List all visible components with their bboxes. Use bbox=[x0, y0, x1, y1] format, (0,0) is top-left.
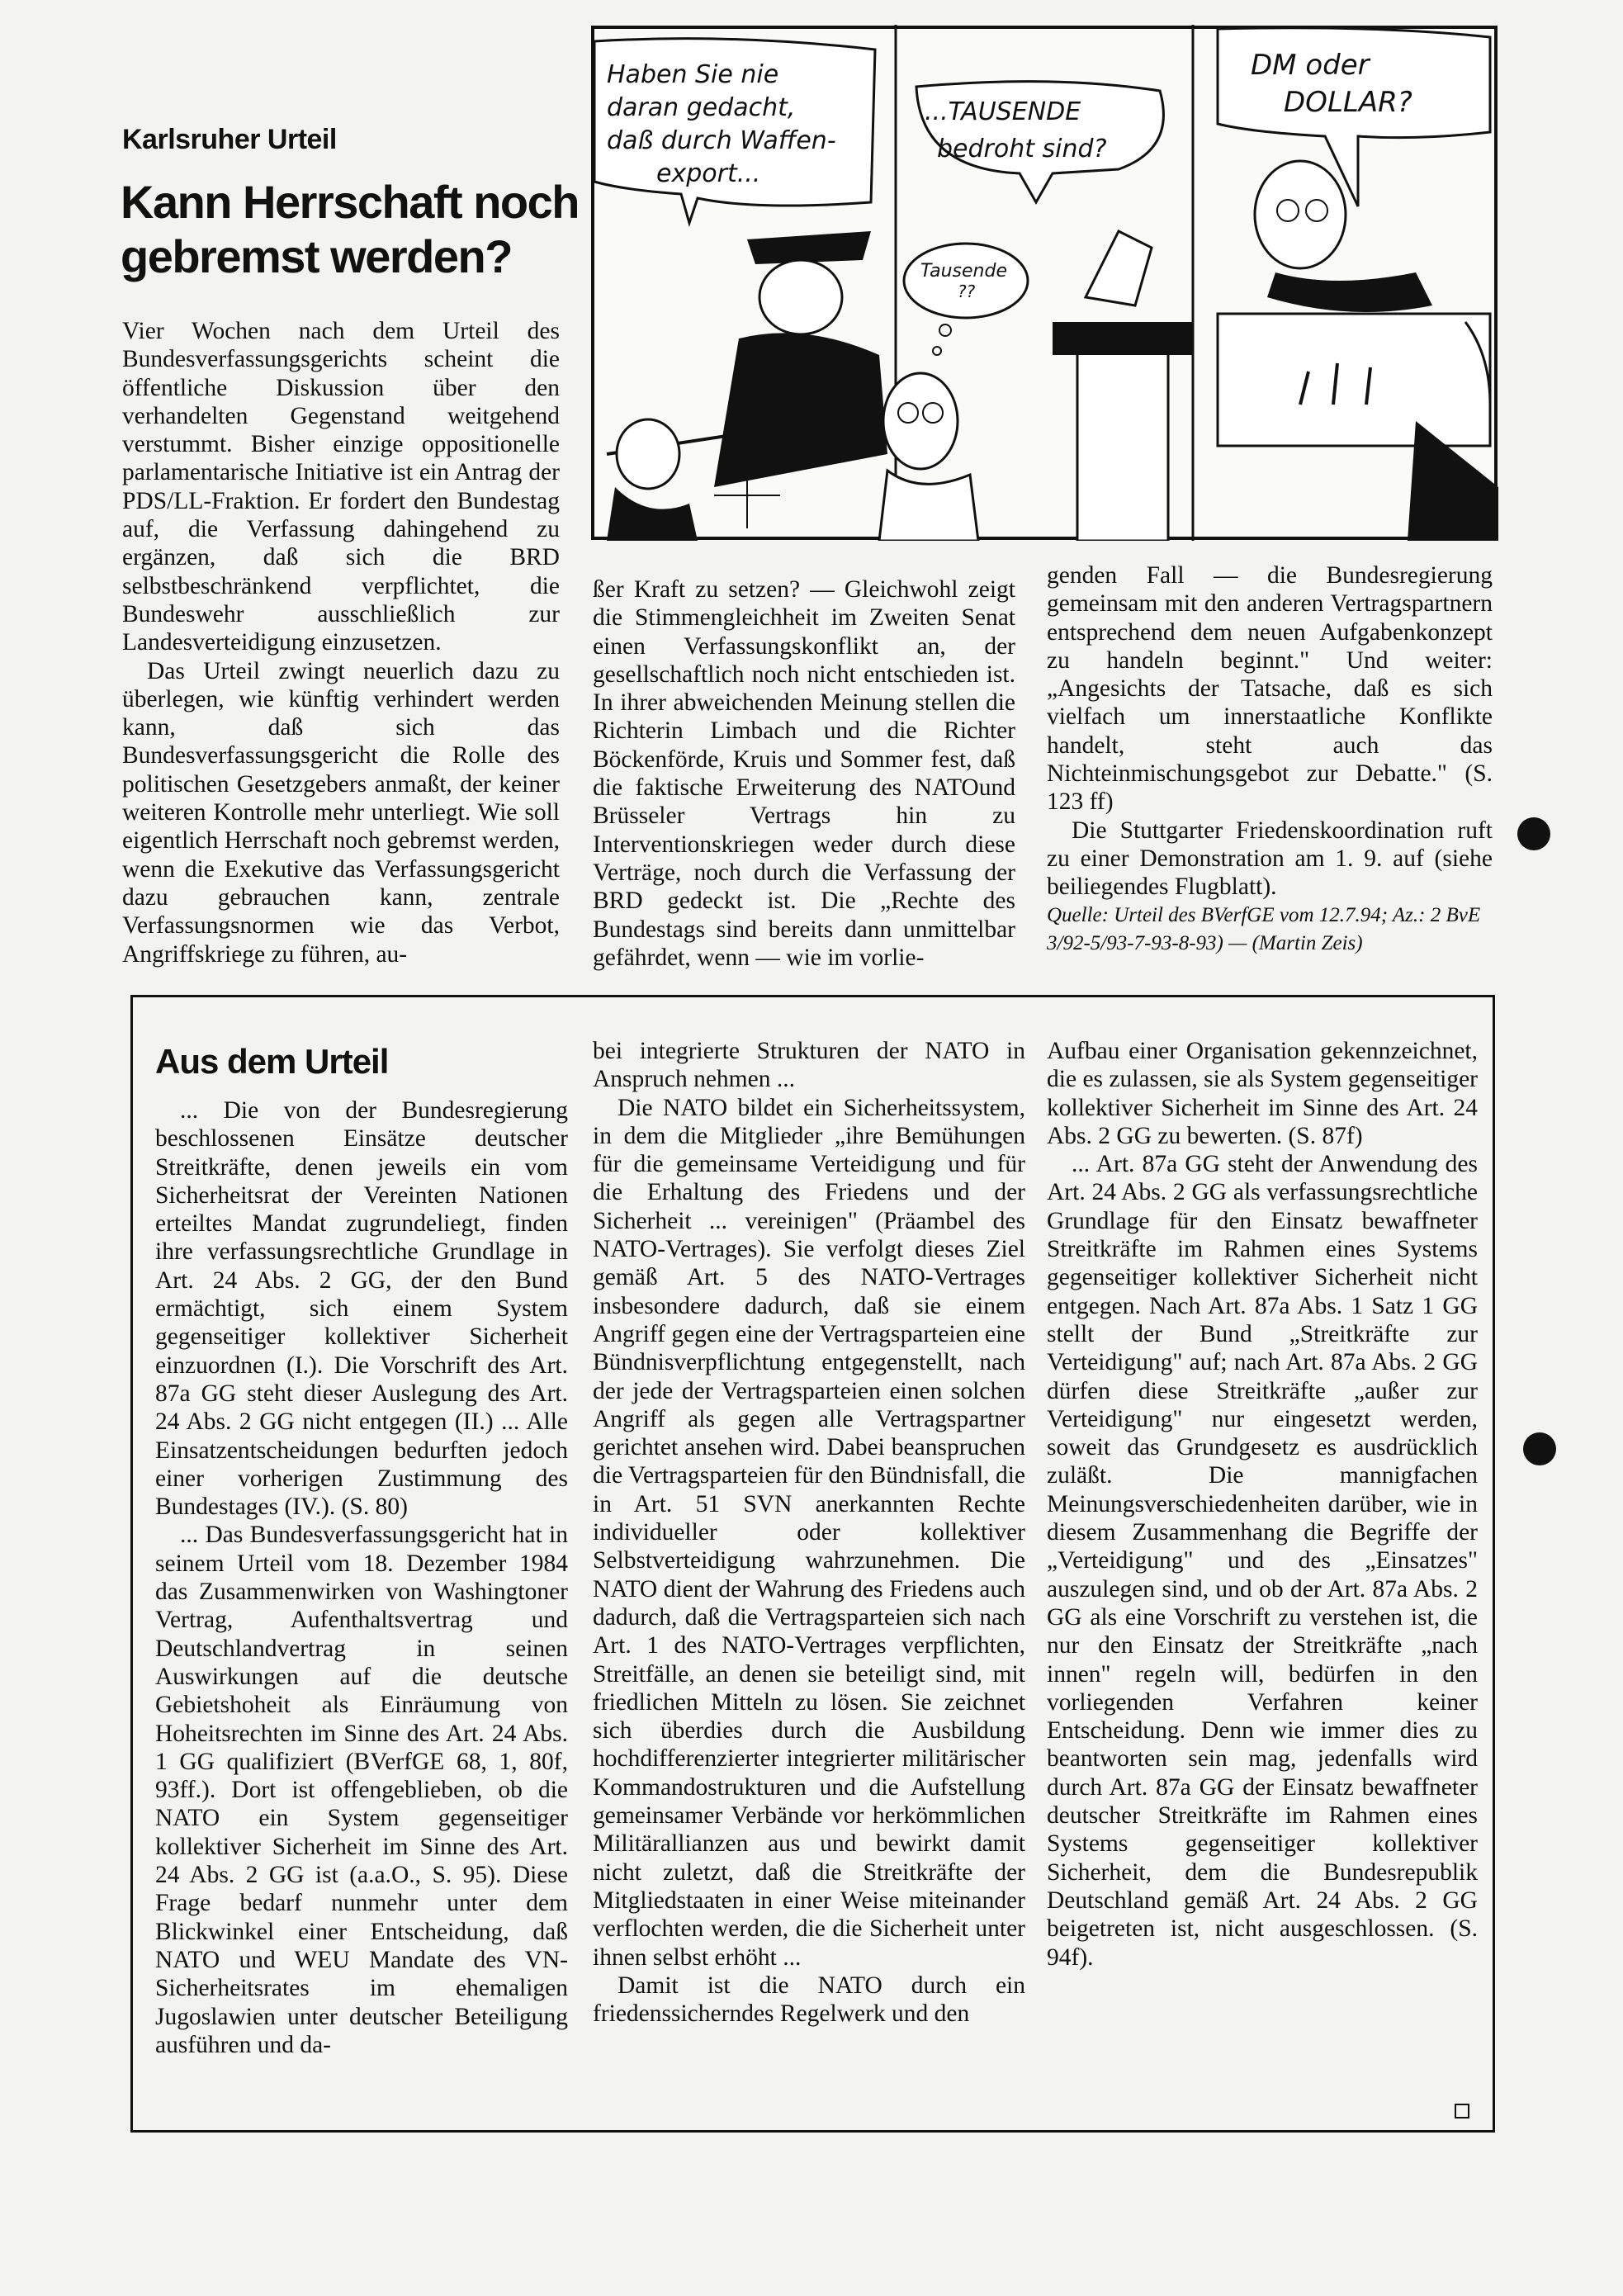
excerpt-paragraph: Die NATO bildet ein Sicherheitssystem, in dem die Mitglieder „ihre Bemühungen für die gemeinsame Verteidigung und für die Erhaltung des Friedens und der Sicherheit ... vereinigen" (Präambel des NATO-Vertrages). Sie verfolgt dieses Ziel gemäß Art. 5 des NATO-Vertrages insbesondere dadurch, daß sie einem Angriff gegen eine der Vertragsparteien eine Bündnisverpflichtung entgegenstellt, nach der jede der Vertragsparteien einen solchen Angriff als gegen alle Vertragspartner gerichtet ansehen wird. Dabei beanspruchen die Vertragsparteien für den Bündnisfall, die in Art. 51 SVN anerkannten Rechte individueller oder kollektiver Selbstverteidigung wahrzunehmen. Die NATO dient der Wahrung des Friedens auch dadurch, daß die Vertragsparteien sich nach Art. 1 des NATO-Vertrages verpflichten, Streitfälle, an denen sie beteiligt sind, mit friedlichen Mitteln zu lösen. Sie zeichnet sich überdies durch die Ausbildung hochdifferenzierter integrierter militärischer Kommandostrukturen und die Aufstellung gemeinsamer Verbände vor herkömmlichen Militärallianzen aus und bewirkt damit nicht zuletzt, daß die Streitkräfte der Mitgliedstaaten in einer Weise miteinander verflochten werden, die die Sicherheit unter ihnen selbst erhöht ... bbox=[593, 1094, 1025, 1971]
excerpt-paragraph: ... Das Bundesverfassungsgericht hat in seinem Urteil vom 18. Dezember 1984 das Zusammenwirken von Washingtoner Vertrag, Aufenthaltsvertrag und Deutschlandvertrag in seinen Auswirkungen auf die deutsche Gebietshoheit als Einräumung von Hoheitsrechten im Sinne des Art. 24 Abs. 1 GG qualifiziert (BVerfGE 68, 1, 80f, 93ff.). Dort ist offengeblieben, ob die NATO ein System gegenseitiger kollektiver Sicherheit im Sinne des Art. 24 Abs. 2 GG ist (a.a.O., S. 95). Diese Frage bedarf nunmehr unter dem Blickwinkel einer Entscheidung, daß NATO und WEU Mandate des VN-Sicherheitsrates im ehemaligen Jugoslawien unter deutscher Beteiligung ausführen und da- bbox=[155, 1522, 568, 2058]
cartoon-strip bbox=[590, 25, 1498, 541]
column-paragraph: ßer Kraft zu setzen? — Gleichwohl zeigt die Stimmengleichheit im Zweiten Senat einen Verfassungskonflikt an, der gesellschaftlich noch nicht entschieden ist. In ihrer abweichenden Meinung stellen die Richterin Limbach und die Richter Böckenförde, Kruis und Sommer fest, daß die faktische Erweiterung des NATOund Brüsseler Vertrags hin zu Interventionskriegen weder durch diese Verträge, noch durch die Verfassung der BRD gedeckt ist. Die „Rechte des Bundestags sind bereits dann unmittelbar gefährdet, wenn — wie im vorlie- bbox=[593, 576, 1015, 971]
excerpt-paragraph: Damit ist die NATO durch ein friedenssicherndes Regelwerk und den bbox=[593, 1972, 1025, 2028]
article-headline bbox=[121, 175, 583, 284]
excerpt-column-3 bbox=[1047, 1037, 1478, 1972]
excerpt-column-1 bbox=[155, 1096, 568, 2059]
article-column-3 bbox=[1047, 561, 1493, 958]
panel1-bubble-line: export... bbox=[656, 159, 761, 188]
panel2-thought-line: ?? bbox=[958, 282, 976, 301]
punch-hole bbox=[1523, 1432, 1556, 1465]
article-column-2 bbox=[593, 575, 1015, 972]
intro-paragraph: Vier Wochen nach dem Urteil des Bundesverfassungsgerichts scheint die öffentliche Diskussion über den verhandelten Gegenstand weitgehend verstummt. Bisher einzige oppositionelle parlamentarische Initiative ist ein Antrag der PDS/LL-Fraktion. Er fordert den Bundestag auf, die Verfassung dahingehend zu ergänzen, daß sich die BRD selbstbeschränkend verpflichtet, die Bundeswehr ausschließlich zur Landesverteidigung einzusetzen. bbox=[122, 318, 560, 656]
headline-line-1: Kann Herrschaft noch bbox=[121, 176, 579, 228]
headline-line-2: gebremst werden? bbox=[121, 230, 512, 282]
excerpt-column-2 bbox=[593, 1037, 1025, 2028]
panel1-bubble-line: daß durch Waffen- bbox=[607, 126, 836, 155]
article-intro-column bbox=[122, 317, 560, 968]
panel2-thought-line: Tausende bbox=[920, 261, 1007, 282]
excerpt-title: Aus dem Urteil bbox=[155, 1042, 389, 1081]
excerpt-paragraph: Aufbau einer Organisation gekennzeichnet, die es zulassen, sie als System gegenseitiger kollektiver Sicherheit im Sinne des Art. 24 Abs. 2 GG zu bewerten. (S. 87f) bbox=[1047, 1038, 1478, 1149]
column-paragraph: genden Fall — die Bundesregierung gemeinsam mit den anderen Vertragspartnern entsprechend dem neuen Aufgabenkonzept zu handeln beginnt." Und weiter: „Angesichts der Tatsache, daß es sich vielfach um innerstaatliche Konflikte handelt, steht auch das Nichteinmischungsgebot zur Debatte." (S. 123 ff) bbox=[1047, 562, 1493, 816]
panel1-bubble-line: daran gedacht, bbox=[607, 93, 796, 122]
punch-hole bbox=[1517, 817, 1550, 850]
end-mark-icon bbox=[1455, 2104, 1469, 2118]
panel3-bubble-line: DOLLAR? bbox=[1284, 86, 1412, 119]
panel1-bubble-line: Haben Sie nie bbox=[607, 60, 779, 89]
column-paragraph: Die Stuttgarter Friedenskoordination ruft zu einer Demonstration am 1. 9. auf (siehe beiliegendes Flugblatt). bbox=[1047, 817, 1493, 901]
source-citation: Quelle: Urteil des BVerfGE vom 12.7.94; Az.: 2 BvE 3/92-5/93-7-93-8-93) — bbox=[1047, 903, 1481, 954]
excerpt-paragraph: bei integrierte Strukturen der NATO in Anspruch nehmen ... bbox=[593, 1038, 1025, 1093]
source-note bbox=[1047, 902, 1493, 958]
panel2-bubble-line: ...TAUSENDE bbox=[925, 97, 1081, 126]
cartoon-drawing bbox=[590, 25, 1498, 541]
excerpt-paragraph: ... Art. 87a GG steht der Anwendung des Art. 24 Abs. 2 GG als verfassungsrechtliche Grundlage für den Einsatz bewaffneter Streitkräfte im Rahmen eines Systems gegenseitiger kollektiver Sicherheit nicht entgegen. Nach Art. 87a Abs. 1 Satz 1 GG stellt der Bund „Streitkräfte zur Verteidigung" auf; nach Art. 87a Abs. 2 GG dürfen diese Streitkräfte „außer zur Verteidigung" nur eingesetzt werden, soweit das Grundgesetz es ausdrücklich zuläßt. Die mannigfachen Meinungsverschiedenheiten darüber, wie in diesem Zusammenhang die Begriffe der „Verteidigung" und des „Einsatzes" auszulegen sind, und ob der Art. 87a Abs. 2 GG als eine Vorschrift zu verstehen ist, die nur den Einsatz der Streitkräfte „nach innen" regeln will, bedürfen in den vorliegenden Verfahren keiner Entscheidung. Denn wie immer dies zu beantworten sein mag, jedenfalls wird durch Art. 87a GG der Einsatz bewaffneter deutscher Streitkräfte im Rahmen eines Systems gegenseitiger kollektiver Sicherheit, dem die Bundesrepublik Deutschland gemäß Art. 24 Abs. 2 GG beigetreten ist, nicht ausgeschlossen. (S. 94f). bbox=[1047, 1151, 1478, 1971]
intro-paragraph: Das Urteil zwingt neuerlich dazu zu überlegen, wie künftig verhindert werden kann, daß sich das Bundesverfassungsgericht die Rolle des politischen Gesetzgebers anmaßt, der keiner weiteren Kontrolle mehr unterliegt. Wie soll eigentlich Herrschaft noch gebremst werden, wenn die Exekutive das Verfassungsgericht dazu gebrauchen kann, zentrale Verfassungsnormen wie das Verbot, Angriffskriege zu führen, au- bbox=[122, 657, 560, 968]
panel3-bubble-line: DM oder bbox=[1251, 49, 1370, 82]
article-kicker: Karlsruher Urteil bbox=[122, 124, 337, 155]
panel2-bubble-line: bedroht sind? bbox=[937, 135, 1107, 163]
excerpt-paragraph: ... Die von der Bundesregierung beschlossenen Einsätze deutscher Streitkräfte, denen jeweils ein vom Sicherheitsrat der Vereinten Nationen erteiltes Mandat zugrundeliegt, finden ihre verfassungsrechtliche Grundlage in Art. 24 Abs. 2 GG, der den Bund ermächtigt, sich einem System gegenseitiger kollektiver Sicherheit einzuordnen (I.). Die Vorschrift des Art. 87a GG steht dieser Auslegung des Art. 24 Abs. 2 GG nicht entgegen (II.) ... Alle Einsatzentscheidungen bedurften jedoch einer vorherigen Zustimmung des Bundestages (IV.). (S. 80) bbox=[155, 1097, 568, 1521]
author-credit: (Martin Zeis) bbox=[1252, 931, 1363, 954]
